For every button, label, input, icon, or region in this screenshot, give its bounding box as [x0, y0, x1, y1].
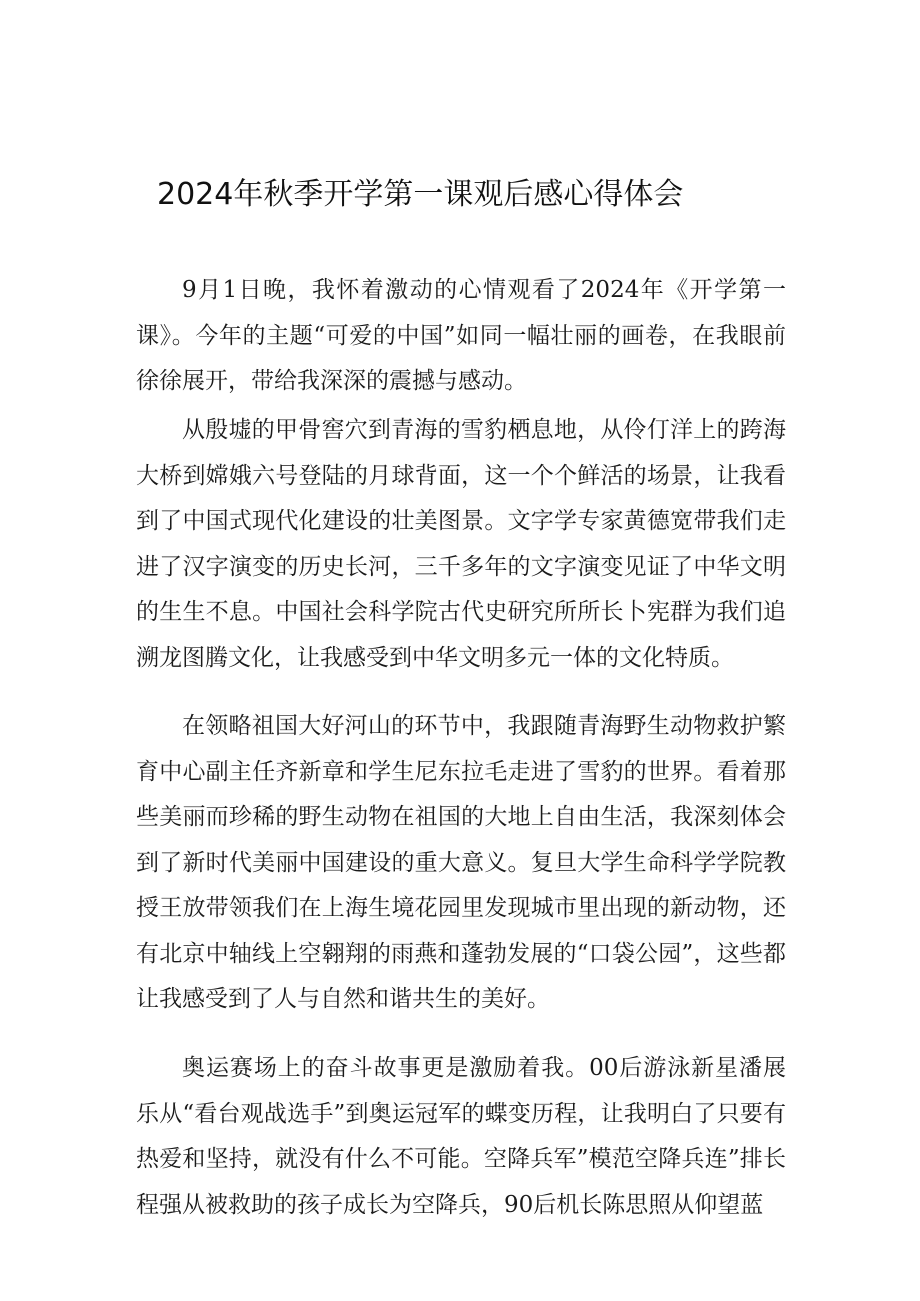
paragraph-3: 在领略祖国大好河山的环节中，我跟随青海野生动物救护繁育中心副主任齐新章和学生尼东拉毛走进了雪豹的世界。看着那些美丽而珍稀的野生动物在祖国的大地上自由生活，我深刻体会到了新时代美丽中国建设的重大意义。复旦大学生命科学学院教授王放带领我们在上海生境花园里发现城市里出现的新动物，还有北京中轴线上空翱翔的雨燕和蓬勃发展的“口袋公园”，这些都让我感受到了人与自然和谐共生的美好。	[136, 713, 786, 1012]
paragraph-2: 从殷墟的甲骨窖穴到青海的雪豹栖息地，从伶仃洋上的跨海大桥到嫦娥六号登陆的月球背面，这一个个鲜活的场景，让我看到了中国式现代化建设的壮美图景。文字学专家黄德宽带我们走进了汉字演变的历史长河，三千多年的文字演变见证了中华文明的生生不息。中国社会科学院古代史研究所所长卜宪群为我们追溯龙图腾文化，让我感受到中华文明多元一体的文化特质。	[136, 417, 786, 671]
paragraph-4: 奥运赛场上的奋斗故事更是激励着我。00后游泳新星潘展乐从“看台观战选手”到奥运冠军的蝶变历程，让我明白了只要有热爱和坚持，就没有什么不可能。空降兵军”模范空降兵连”排长程强从被救助的孩子成长为空降兵，90后机长陈思照从仰望蓝	[136, 1055, 786, 1218]
paragraph-1: 9月1日晚，我怀着激动的心情观看了2024年《开学第一课》。今年的主题“可爱的中国”如同一幅壮丽的画卷，在我眼前徐徐展开，带给我深深的震撼与感动。	[136, 277, 786, 394]
document-title: 2024年秋季开学第一课观后感心得体会	[157, 177, 684, 212]
